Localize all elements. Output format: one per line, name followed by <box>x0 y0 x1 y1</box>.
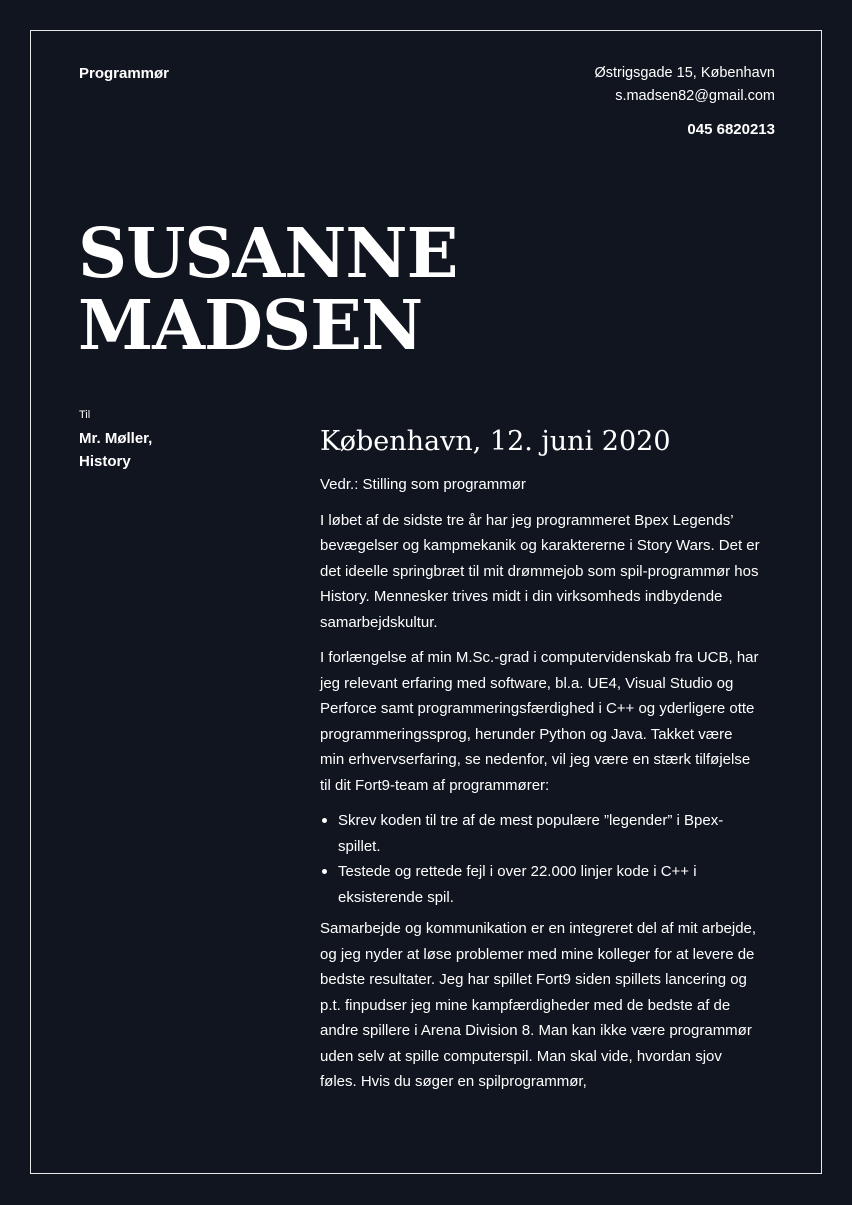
phone-number: 045 6820213 <box>687 121 775 138</box>
job-title: Programmør <box>79 65 170 82</box>
recipient-block <box>79 409 152 473</box>
recipient-label: Til <box>79 409 91 421</box>
letter-date: København, 12. juni 2020 <box>320 426 671 457</box>
email-address: s.madsen82@gmail.com <box>615 88 775 104</box>
address: Østrigsgade 15, København <box>594 65 775 81</box>
paragraph: I løbet af de sidste tre år har jeg programmeret Bpex Legends’ bevægelser og kampmekanik og karaktererne i Story Wars. Det er det ideelle springbræt til mit drømmejob som spil-programmør hos History. Mennesker trives midt i din virksomheds indbydende samarbejdskultur. <box>320 511 760 631</box>
list-item: Skrev koden til tre af de mest populære ”legender” i Bpex-spillet. <box>320 808 760 859</box>
recipient-name: Mr. Møller, <box>79 430 153 447</box>
last-name: MADSEN <box>78 286 423 366</box>
paragraph: I forlængelse af min M.Sc.-grad i computervidenskab fra UCB, har jeg relevant erfaring med software, bl.a. UE4, Visual Studio og Perforce samt programmeringsfærdighed i C++ og yderligere otte programmeringssprog, herunder Python og Java. Takket være min erhvervserfaring, se nedenfor, vil jeg være en stærk tilføjelse til dit Fort9-team af programmører: <box>320 649 759 794</box>
recipient-company: History <box>79 453 131 470</box>
first-name: SUSANNE <box>78 214 458 294</box>
letter-subject: Vedr.: Stilling som programmør <box>320 476 526 493</box>
letter-body <box>320 424 760 1105</box>
contact-block <box>594 62 775 141</box>
applicant-name <box>78 214 458 366</box>
achievement-list <box>320 808 760 910</box>
list-item: Testede og rettede fejl i over 22.000 linjer kode i C++ i eksisterende spil. <box>320 859 760 910</box>
paragraph: Samarbejde og kommunikation er en integreret del af mit arbejde, og jeg nyder at løse problemer med mine kolleger for at levere de bedste resultater. Jeg har spillet Fort9 siden spillets lancering og p.t. finpudser jeg mine kampfærdigheder med de bedste af de andre spillere i Arena Division 8. Man kan ikke være programmør uden selv at spille computerspil. Man skal vide, hvordan sjov føles. Hvis du søger en spilprogrammør, <box>320 920 757 1090</box>
